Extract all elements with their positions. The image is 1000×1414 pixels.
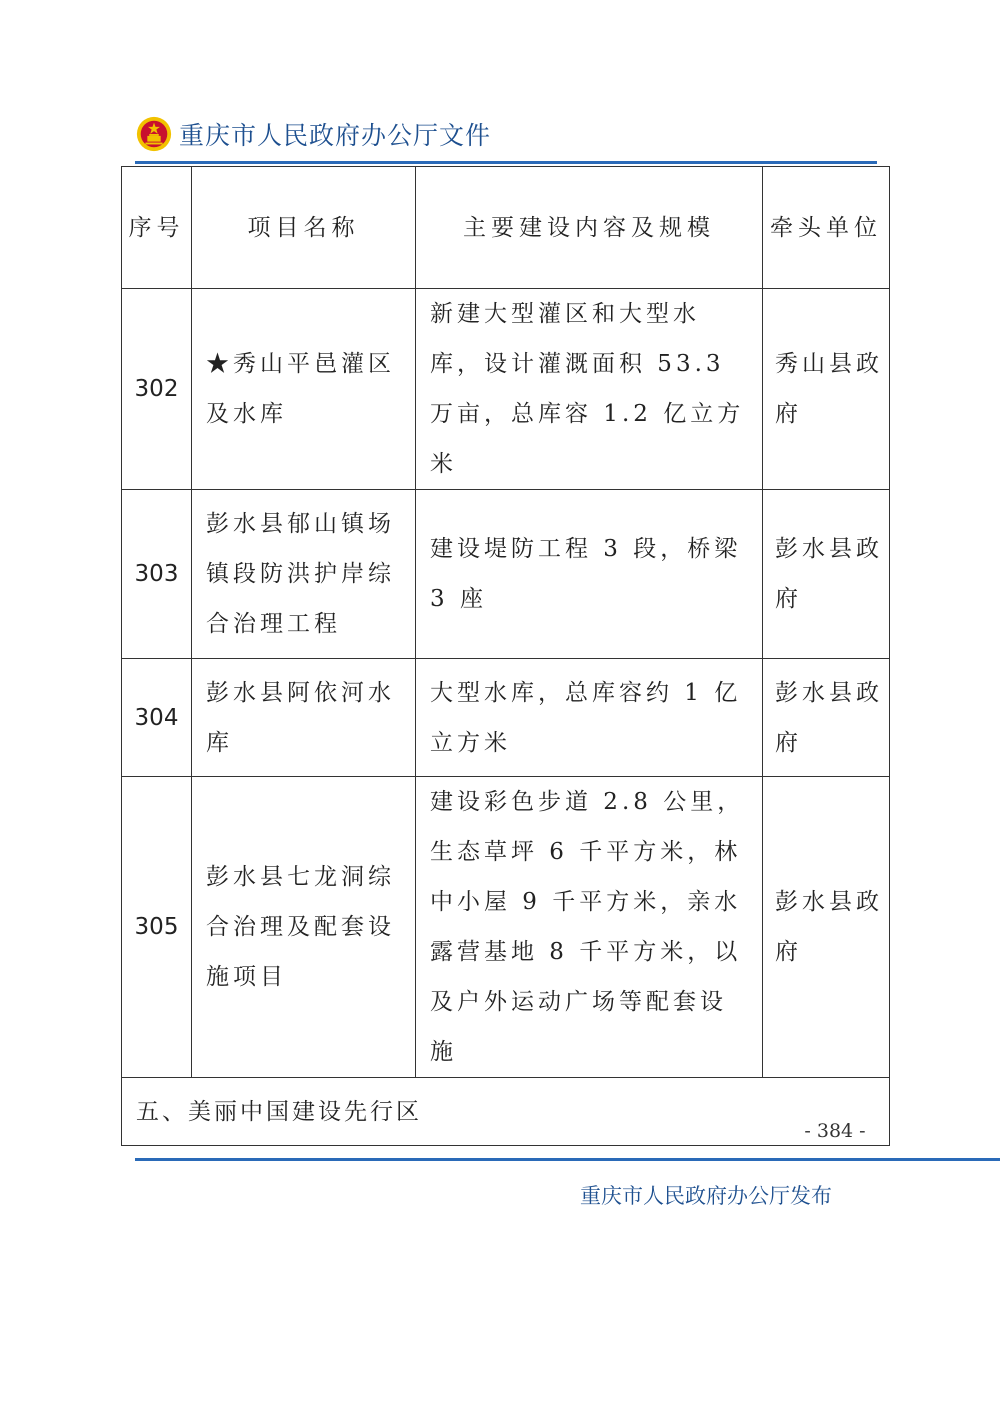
lead-unit: 彭水县政府 — [763, 490, 890, 659]
row-number: 302 — [122, 289, 192, 490]
document-header — [135, 112, 491, 156]
row-number: 304 — [122, 659, 192, 777]
table-row — [122, 777, 890, 1078]
header-title: 重庆市人民政府办公厅文件 — [179, 121, 492, 150]
project-table — [121, 166, 890, 1146]
footer-divider — [135, 1158, 1000, 1161]
column-header-name: 项目名称 — [192, 167, 416, 289]
table-row — [122, 490, 890, 659]
project-content: 建设彩色步道 2.8 公里，生态草坪 6 千平方米，林中小屋 9 千平方米，亲水露营基地 8 千平方米，以及户外运动广场等配套设施 — [416, 777, 763, 1078]
section-row — [122, 1078, 890, 1146]
lead-unit: 彭水县政府 — [763, 777, 890, 1078]
project-content: 大型水库，总库容约 1 亿立方米 — [416, 659, 763, 777]
project-content: 建设堤防工程 3 段，桥梁 3 座 — [416, 490, 763, 659]
header-divider — [135, 161, 877, 164]
lead-unit: 秀山县政府 — [763, 289, 890, 490]
section-heading: 五、美丽中国建设先行区 — [122, 1078, 890, 1146]
project-name: 彭水县阿依河水库 — [192, 659, 416, 777]
page-number: - 384 - — [804, 1120, 866, 1142]
row-number: 303 — [122, 490, 192, 659]
column-header-content: 主要建设内容及规模 — [416, 167, 763, 289]
lead-unit: 彭水县政府 — [763, 659, 890, 777]
column-header-lead: 牵头单位 — [763, 167, 890, 289]
project-name: ★秀山平邑灌区及水库 — [192, 289, 416, 490]
footer-publisher: 重庆市人民政府办公厅发布 — [580, 1184, 832, 1208]
national-emblem-icon — [135, 115, 173, 153]
project-name: 彭水县七龙洞综合治理及配套设施项目 — [192, 777, 416, 1078]
column-header-no: 序号 — [122, 167, 192, 289]
table-row — [122, 659, 890, 777]
row-number: 305 — [122, 777, 192, 1078]
project-content: 新建大型灌区和大型水库，设计灌溉面积 53.3 万亩，总库容 1.2 亿立方米 — [416, 289, 763, 490]
table-row — [122, 289, 890, 490]
table-header-row — [122, 167, 890, 289]
project-name: 彭水县郁山镇场镇段防洪护岸综合治理工程 — [192, 490, 416, 659]
